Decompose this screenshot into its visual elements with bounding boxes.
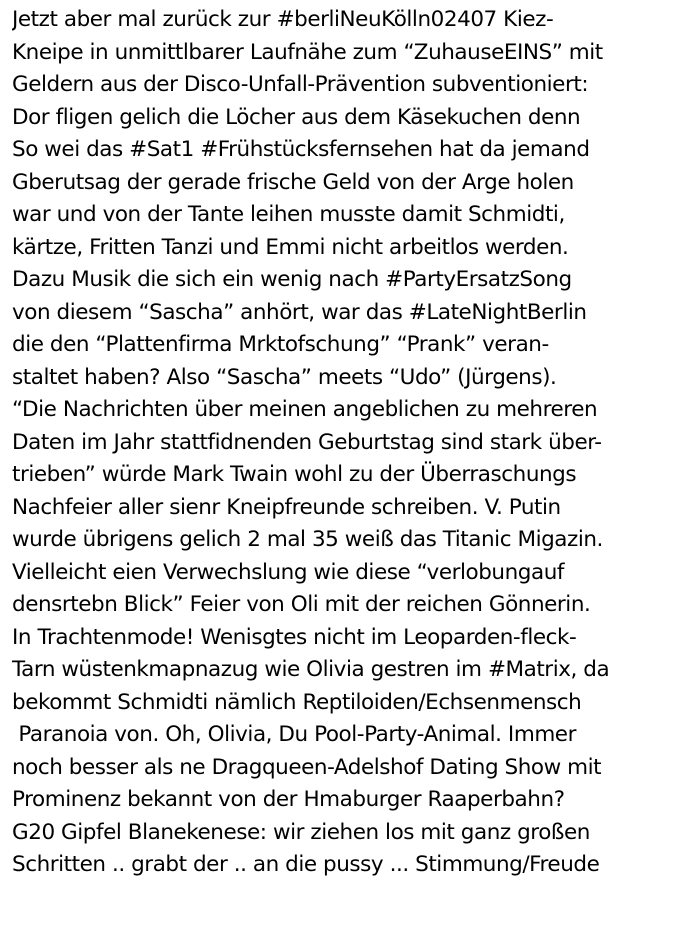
text-line-11: die den “Plattenfirma Mrktofschung” “Prank” veran-: [12, 332, 549, 357]
text-line-21: Tarn wüstenkmapnazug wie Olivia gestren im #Matrix, da: [12, 657, 610, 682]
text-line-14: Daten im Jahr stattfidnenden Geburtstag sind stark über-: [12, 429, 602, 455]
text-line-18: Vielleicht eien Verwechslung wie diese “verlobungauf: [12, 559, 564, 585]
text-line-9: Dazu Musik die sich ein wenig nach #PartyErsatzSong: [12, 267, 572, 292]
text-line-25: Prominenz bekannt von der Hmaburger Raaperbahn?: [12, 787, 565, 812]
text-line-20: In Trachtenmode! Wenisgtes nicht im Leoparden-fleck-: [12, 624, 577, 650]
text-line-7: war und von der Tante leihen musste damit Schmidti,: [12, 202, 565, 227]
text-line-10: von diesem “Sascha” anhört, war das #LateNightBerlin: [12, 299, 587, 325]
text-line-26: G20 Gipfel Blanekenese: wir ziehen los mit ganz großen: [12, 819, 590, 845]
text-line-16: Nachfeier aller sienr Kneipfreunde schreiben. V. Putin: [12, 494, 561, 520]
text-line-27: Schritten .. grabt der .. an die pussy ... Stimmung/Freude: [12, 852, 600, 877]
text-line-13: “Die Nachrichten über meinen angeblichen zu mehreren: [12, 397, 598, 422]
text-line-15: trieben” würde Mark Twain wohl zu der Überraschungs: [12, 462, 577, 487]
text-line-2: Kneipe in unmittlbarer Laufnähe zum “ZuhauseEINS” mit: [12, 39, 603, 65]
text-line-24: noch besser als ne Dragqueen-Adelshof Dating Show mit: [12, 754, 602, 780]
text-line-6: Gberutsag der gerade frische Geld von der Arge holen: [12, 169, 574, 195]
text-line-5: So wei das #Sat1 #Frühstücksfernsehen hat da jemand: [12, 137, 590, 162]
text-line-19: densrtebn Blick” Feier von Oli mit der reichen Gönnerin.: [12, 592, 591, 617]
body-text: [12, 4, 680, 882]
text-line-1: Jetzt aber mal zurück zur #berliNeuKölln02407 Kiez-: [12, 7, 554, 32]
text-line-3: Geldern aus der Disco-Unfall-Prävention subventioniert:: [12, 72, 589, 97]
text-line-12: staltet haben? Also “Sascha” meets “Udo” (Jürgens).: [12, 364, 557, 390]
text-line-4: Dor fligen gelich die Löcher aus dem Käsekuchen denn: [12, 104, 581, 130]
text-line-8: kärtze, Fritten Tanzi und Emmi nicht arbeitlos werden.: [12, 234, 569, 260]
text-line-23: Paranoia von. Oh, Olivia, Du Pool-Party-Animal. Immer: [12, 722, 576, 747]
text-line-22: bekommt Schmidti nämlich Reptiloiden/Echsenmensch: [12, 689, 582, 715]
text-line-17: wurde übrigens gelich 2 mal 35 weiß das Titanic Migazin.: [12, 527, 603, 552]
